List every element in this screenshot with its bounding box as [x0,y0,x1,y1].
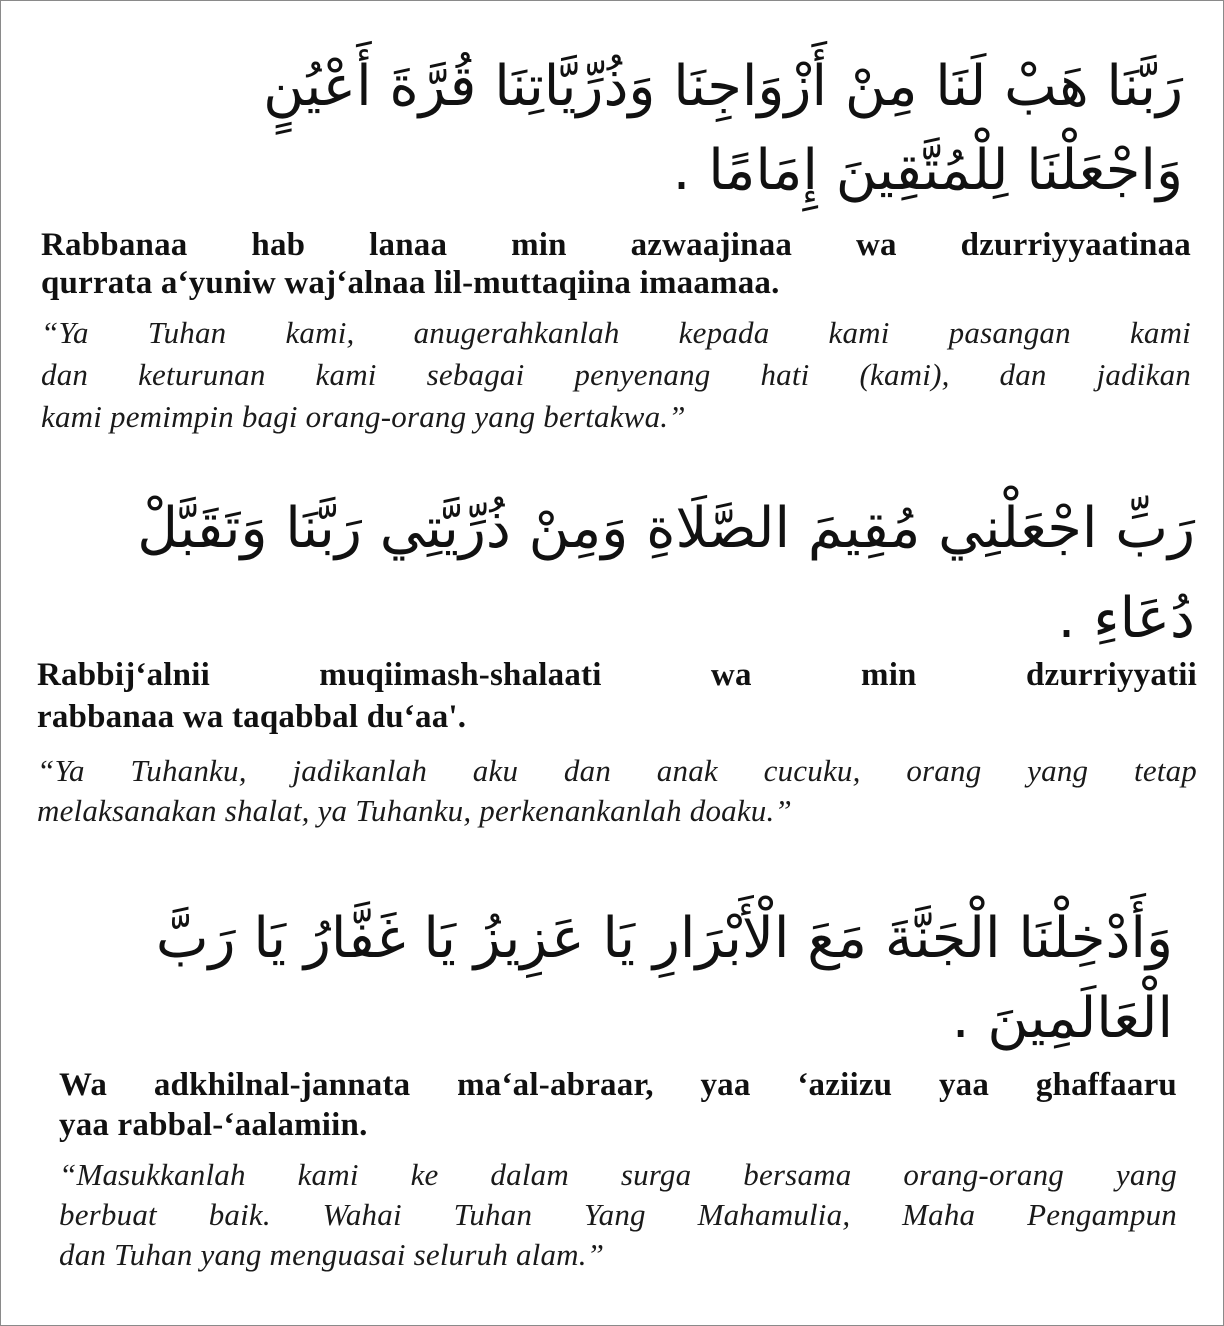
prayer-1-translation-line-1: “Ya Tuhan kami, anugerahkanlah kepada kami pasangan kami [41,315,1191,350]
prayer-2-arabic-line-1: رَبِّ اجْعَلْنِي مُقِيمَ الصَّلَاةِ وَمِنْ ذُرِّيَّتِي رَبَّنَا وَتَقَبَّلْ [137,496,1195,561]
prayer-1-translation-line-2: dan keturunan kami sebagai penyenang hati (kami), dan jadikan [41,357,1191,392]
prayer-3-translation-line-1: “Masukkanlah kami ke dalam surga bersama orang-orang yang [59,1157,1177,1192]
prayer-3-transliteration-line-1: Wa adkhilnal-jannata ma‘al-abraar, yaa ‘aziizu yaa ghaffaaru [59,1067,1177,1103]
prayer-3-arabic-line-1: وَأَدْخِلْنَا الْجَنَّةَ مَعَ الْأَبْرَارِ يَا عَزِيزُ يَا غَفَّارُ يَا رَبَّ [155,906,1173,971]
prayer-1-arabic-line-2: وَاجْعَلْنَا لِلْمُتَّقِينَ إِمَامًا . [672,138,1183,203]
prayer-1-translation-line-3: kami pemimpin bagi orang-orang yang bertakwa.” [41,399,686,434]
prayer-2-transliteration-line-1: Rabbij‘alnii muqiimash-shalaati wa min dzurriyyatii [37,657,1197,693]
prayer-2-translation-line-2: melaksanakan shalat, ya Tuhanku, perkenankanlah doaku.” [37,793,792,828]
prayer-3-arabic-line-2: الْعَالَمِينَ . [951,986,1173,1051]
prayer-1-transliteration-line-1: Rabbanaa hab lanaa min azwaajinaa wa dzurriyyaatinaa [41,227,1191,263]
prayer-2-translation-line-1: “Ya Tuhanku, jadikanlah aku dan anak cucuku, orang yang tetap [37,753,1197,788]
prayer-2-transliteration-line-2: rabbanaa wa taqabbal du‘aa'. [37,699,467,735]
prayer-3-translation-line-2: berbuat baik. Wahai Tuhan Yang Mahamulia, Maha Pengampun [59,1197,1177,1232]
prayer-3-transliteration-line-2: yaa rabbal-‘aalamiin. [59,1107,368,1143]
prayer-3-translation-line-3: dan Tuhan yang menguasai seluruh alam.” [59,1237,605,1272]
prayer-1-transliteration-line-2: qurrata a‘yuniw waj‘alnaa lil-muttaqiina imaamaa. [41,265,780,301]
prayer-1-arabic-line-1: رَبَّنَا هَبْ لَنَا مِنْ أَزْوَاجِنَا وَذُرِّيَّاتِنَا قُرَّةَ أَعْيُنٍ [263,54,1183,119]
prayer-2-arabic-line-2: دُعَاءِ . [1057,586,1195,651]
